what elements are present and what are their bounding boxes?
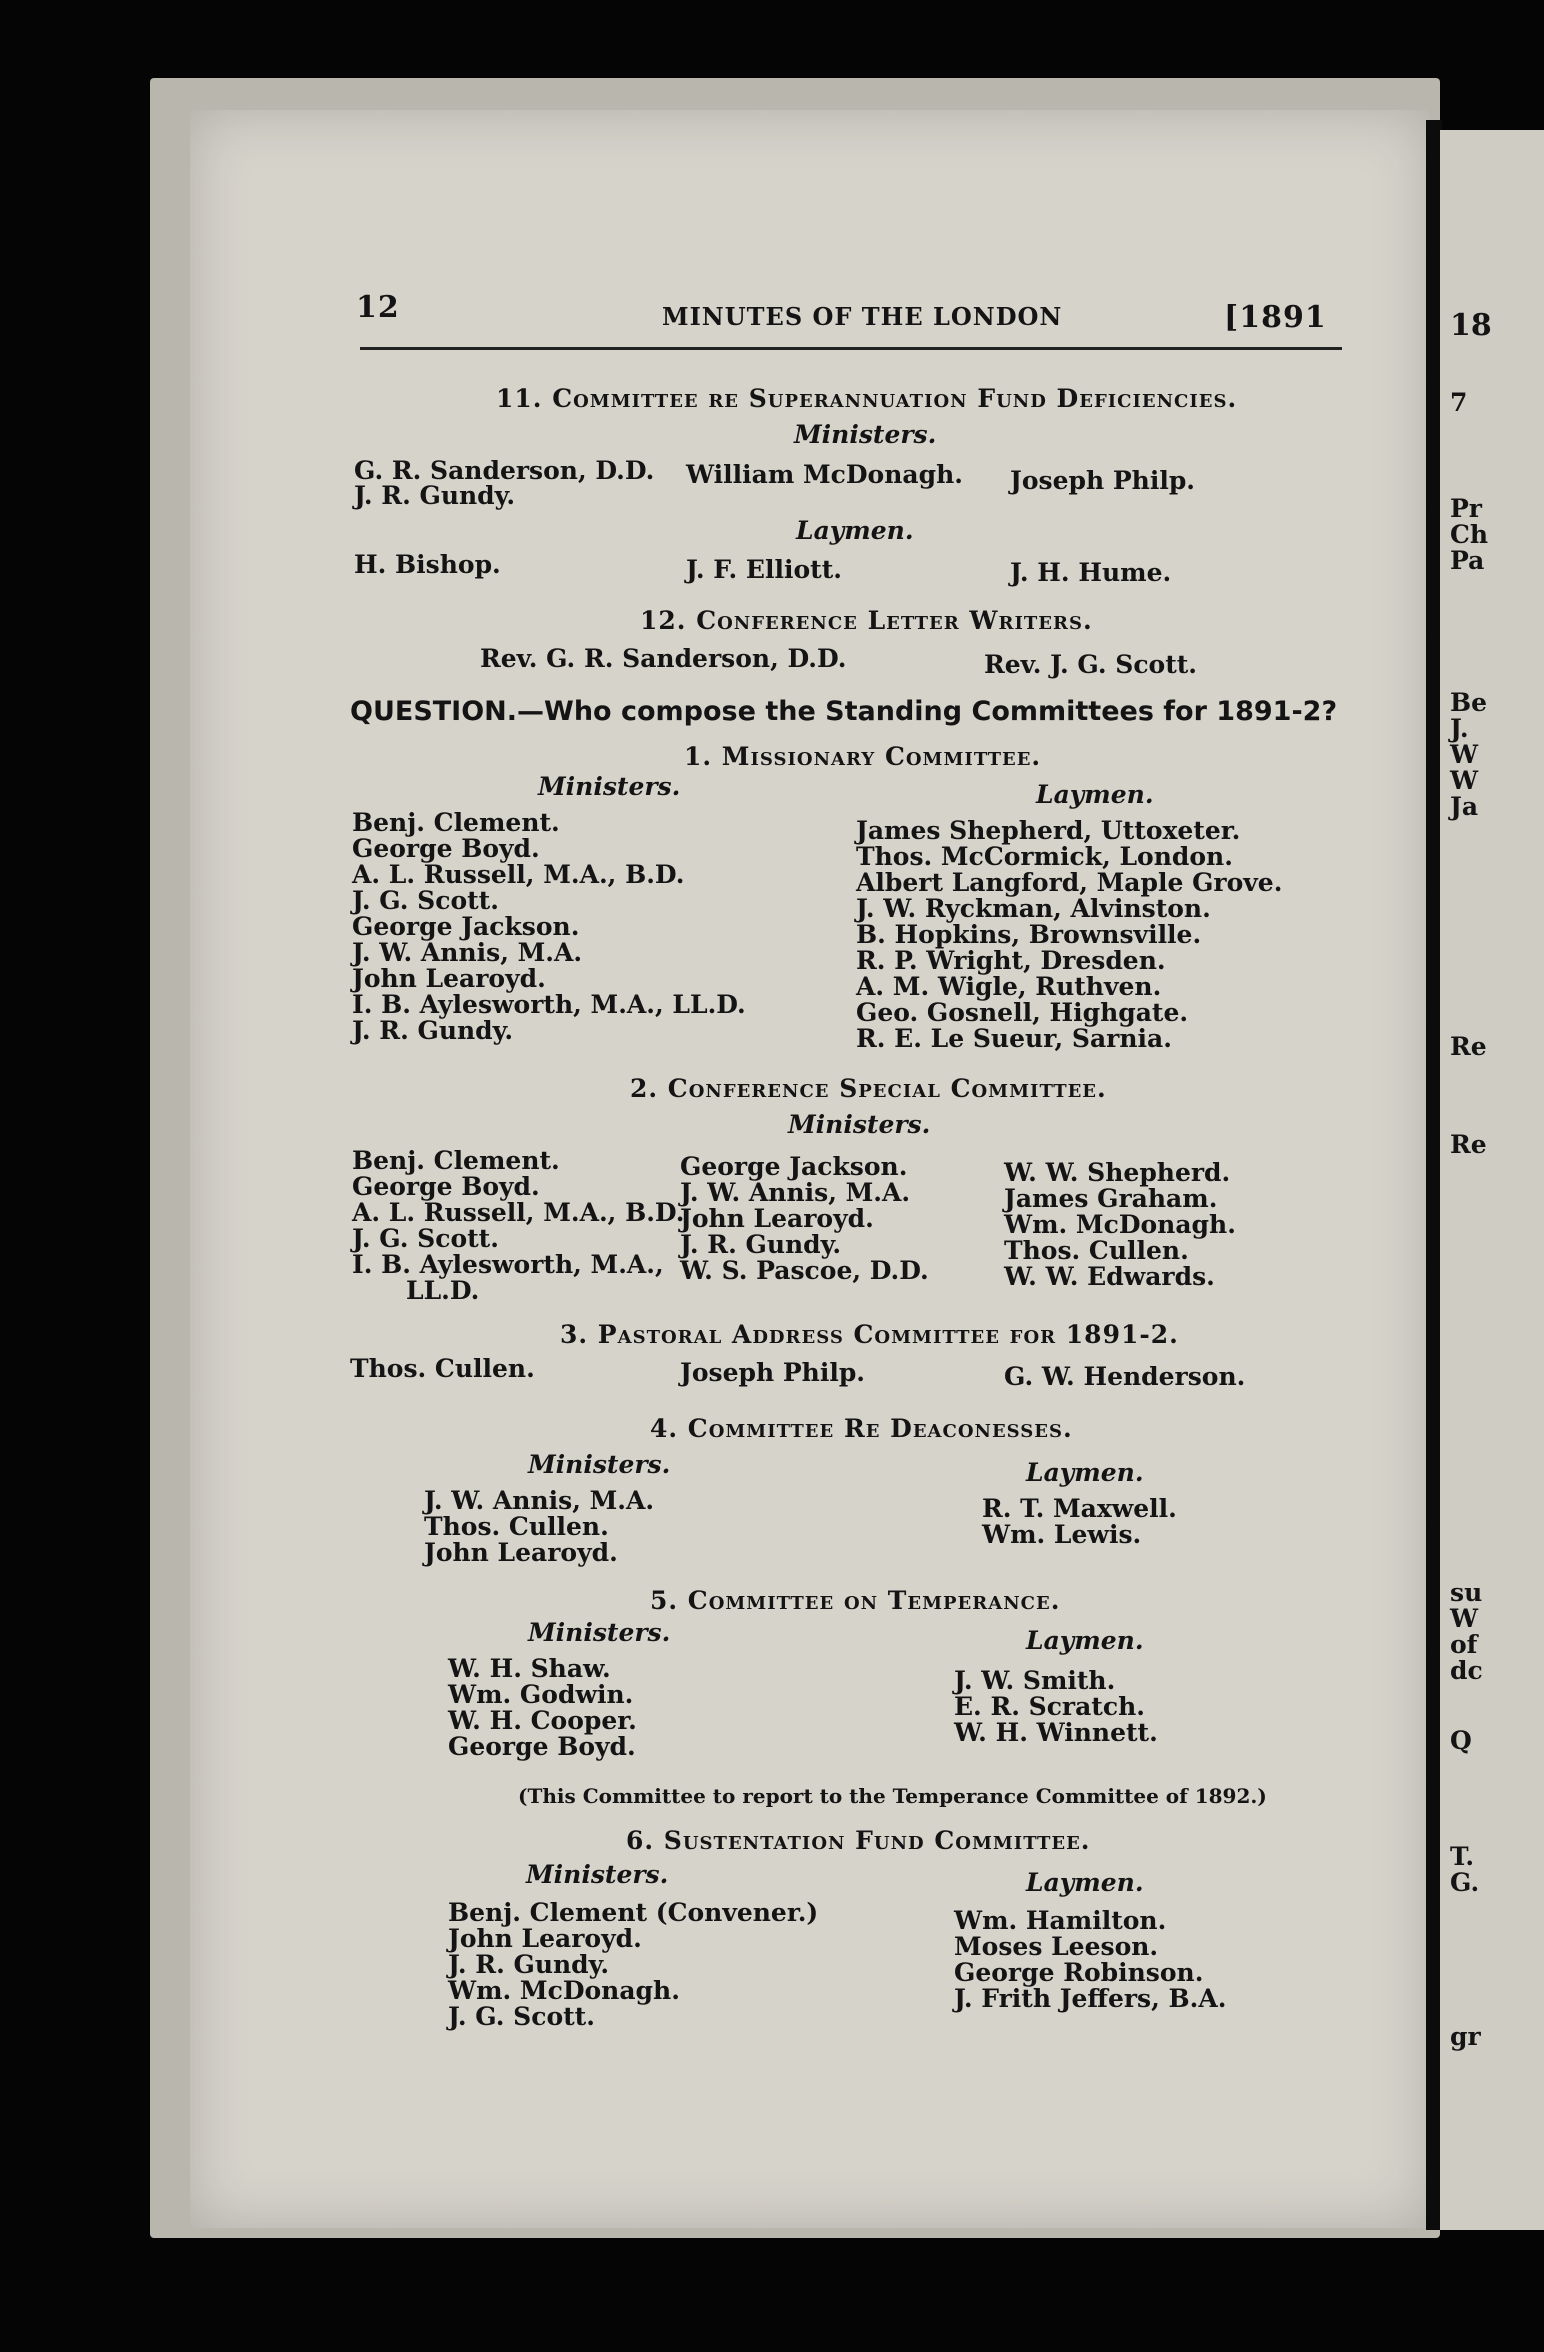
committee-column [680,1154,929,1284]
name-entry: Geo. Gosnell, Highgate. [856,998,1189,1027]
laymen-label: Laymen. [796,516,914,545]
name-entry: J. G. Scott. [352,886,499,915]
section-heading: 11. Committee re Superannuation Fund Deficiencies. [496,384,1238,413]
laymen-list [954,1668,1158,1746]
name-entry: J. R. Gundy. [680,1230,842,1259]
name-entry: Joseph Philp. [680,1358,865,1387]
ministers-label: Ministers. [788,1110,931,1139]
name-entry: J. W. Annis, M.A. [680,1178,911,1207]
adjacent-page [1440,130,1544,2230]
ministers-label: Ministers. [526,1860,669,1889]
laymen-label: Laymen. [1026,1626,1144,1655]
name-entry: John Learoyd. [680,1204,874,1233]
name-entry: James Shepherd, Uttoxeter. [856,816,1241,845]
name-entry: J. W. Annis, M.A. [424,1486,655,1515]
name-entry: I. B. Aylesworth, M.A., [352,1250,664,1279]
ministers-list [352,810,746,1044]
adjacent-fragment: Ja [1450,792,1479,821]
name-entry: J. G. Scott. [448,2002,595,2031]
laymen-list [954,1908,1226,2012]
question-heading: QUESTION.—Who compose the Standing Committees for 1891-2? [350,696,1338,727]
name-entry: J. R. Gundy. [352,1016,514,1045]
adjacent-fragment: T. [1450,1842,1475,1871]
name-entry: James Graham. [1004,1184,1218,1213]
name-entry: A. L. Russell, M.A., B.D. [352,860,685,889]
name-entry: R. E. Le Sueur, Sarnia. [856,1024,1172,1053]
section-heading: 1. Missionary Committee. [684,742,1042,771]
name-entry: R. T. Maxwell. [982,1494,1177,1523]
name-entry: W. W. Shepherd. [1004,1158,1231,1187]
ministers-list [448,1656,637,1760]
adjacent-fragment: of [1450,1630,1478,1659]
name-entry: G. R. Sanderson, D.D. [354,456,655,485]
name-entry: Albert Langford, Maple Grove. [856,868,1283,897]
ministers-label: Ministers. [528,1618,671,1647]
name-entry: George Boyd. [448,1732,636,1761]
name-entry: J. W. Smith. [954,1666,1116,1695]
section-heading: 5. Committee on Temperance. [650,1586,1061,1615]
laymen-label: Laymen. [1026,1868,1144,1897]
committee-column [352,1148,684,1304]
ministers-label: Ministers. [528,1450,671,1479]
name-entry: J. H. Hume. [1010,558,1172,587]
laymen-label: Laymen. [1036,780,1154,809]
name-entry: John Learoyd. [424,1538,618,1567]
section-heading: 12. Conference Letter Writers. [640,606,1093,635]
adjacent-fragment: 18 [1450,308,1492,343]
name-entry: Wm. McDonagh. [1004,1210,1236,1239]
name-entry: A. L. Russell, M.A., B.D. [352,1198,685,1227]
ministers-label: Ministers. [538,772,681,801]
header-rule [360,347,1342,350]
name-entry: J. Frith Jeffers, B.A. [954,1984,1227,2013]
name-entry: Thos. Cullen. [350,1354,535,1383]
name-entry: Thos. Cullen. [424,1512,609,1541]
adjacent-fragment: Pa [1450,546,1485,575]
name-entry: John Learoyd. [448,1924,642,1953]
laymen-label: Laymen. [1026,1458,1144,1487]
committee-note: (This Committee to report to the Temperance Committee of 1892.) [518,1784,1267,1808]
name-entry: Thos. McCormick, London. [856,842,1233,871]
name-entry: I. B. Aylesworth, M.A., LL.D. [352,990,746,1019]
committee-column [1004,1160,1236,1290]
section-heading: 4. Committee Re Deaconesses. [650,1414,1073,1443]
name-entry: Thos. Cullen. [1004,1236,1189,1265]
name-entry: W. H. Shaw. [448,1654,611,1683]
name-entry: J. W. Ryckman, Alvinston. [856,894,1211,923]
name-entry: W. S. Pascoe, D.D. [680,1256,929,1285]
name-entry: H. Bishop. [354,550,501,579]
name-entry: George Jackson. [680,1152,908,1181]
name-entry: George Jackson. [352,912,580,941]
name-entry: W. W. Edwards. [1004,1262,1215,1291]
name-entry: George Robinson. [954,1958,1204,1987]
name-entry: Joseph Philp. [1010,466,1195,495]
name-entry: J. R. Gundy. [448,1950,610,1979]
ministers-list [448,1900,818,2030]
adjacent-fragment: Re [1450,1130,1487,1159]
header-year: [1891 [1224,300,1327,335]
name-entry: W. H. Winnett. [954,1718,1158,1747]
name-entry: John Learoyd. [352,964,546,993]
name-entry: Benj. Clement (Convener.) [448,1898,819,1927]
adjacent-fragment: W [1450,1604,1479,1633]
name-entry: George Boyd. [352,1172,540,1201]
name-entry: LL.D. [406,1276,480,1305]
adjacent-fragment: J. [1450,714,1469,743]
page-number: 12 [356,290,400,325]
adjacent-fragment: Re [1450,1032,1487,1061]
name-entry: George Boyd. [352,834,540,863]
adjacent-fragment: dc [1450,1656,1483,1685]
adjacent-fragment: gr [1450,2022,1481,2051]
name-entry: Wm. Lewis. [982,1520,1142,1549]
laymen-list [856,818,1282,1052]
adjacent-fragment: su [1450,1578,1483,1607]
adjacent-fragment: Q [1450,1726,1472,1755]
ministers-list [424,1488,654,1566]
name-entry: R. P. Wright, Dresden. [856,946,1166,975]
name-entry: Benj. Clement. [352,1146,560,1175]
name-entry: Wm. Godwin. [448,1680,634,1709]
section-heading: 3. Pastoral Address Committee for 1891-2. [560,1320,1179,1349]
adjacent-fragment: G. [1450,1868,1480,1897]
name-entry: Rev. J. G. Scott. [984,650,1198,679]
ministers-label: Ministers. [794,420,937,449]
name-entry: Benj. Clement. [352,808,560,837]
name-entry: J. F. Elliott. [686,555,842,584]
section-heading: 6. Sustentation Fund Committee. [626,1826,1091,1855]
adjacent-fragment: Pr [1450,494,1482,523]
name-entry: William McDonagh. [686,460,963,489]
name-entry: J. W. Annis, M.A. [352,938,583,967]
name-entry: W. H. Cooper. [448,1706,637,1735]
adjacent-fragment: Be [1450,688,1488,717]
name-entry: Moses Leeson. [954,1932,1159,1961]
adjacent-fragment: W [1450,766,1479,795]
name-entry: A. M. Wigle, Ruthven. [856,972,1162,1001]
name-entry: Wm. Hamilton. [954,1906,1167,1935]
name-entry: J. G. Scott. [352,1224,499,1253]
name-entry: G. W. Henderson. [1004,1362,1246,1391]
name-entry: B. Hopkins, Brownsville. [856,920,1202,949]
adjacent-fragment: Ch [1450,520,1489,549]
laymen-list [982,1496,1177,1548]
name-entry: E. R. Scratch. [954,1692,1145,1721]
section-heading: 2. Conference Special Committee. [630,1074,1107,1103]
running-title: MINUTES OF THE LONDON [662,302,1063,331]
adjacent-fragment: 7 [1450,388,1468,417]
adjacent-fragment: W [1450,740,1479,769]
name-entry: Rev. G. R. Sanderson, D.D. [480,644,847,673]
name-entry: Wm. McDonagh. [448,1976,680,2005]
name-entry: J. R. Gundy. [354,481,516,510]
